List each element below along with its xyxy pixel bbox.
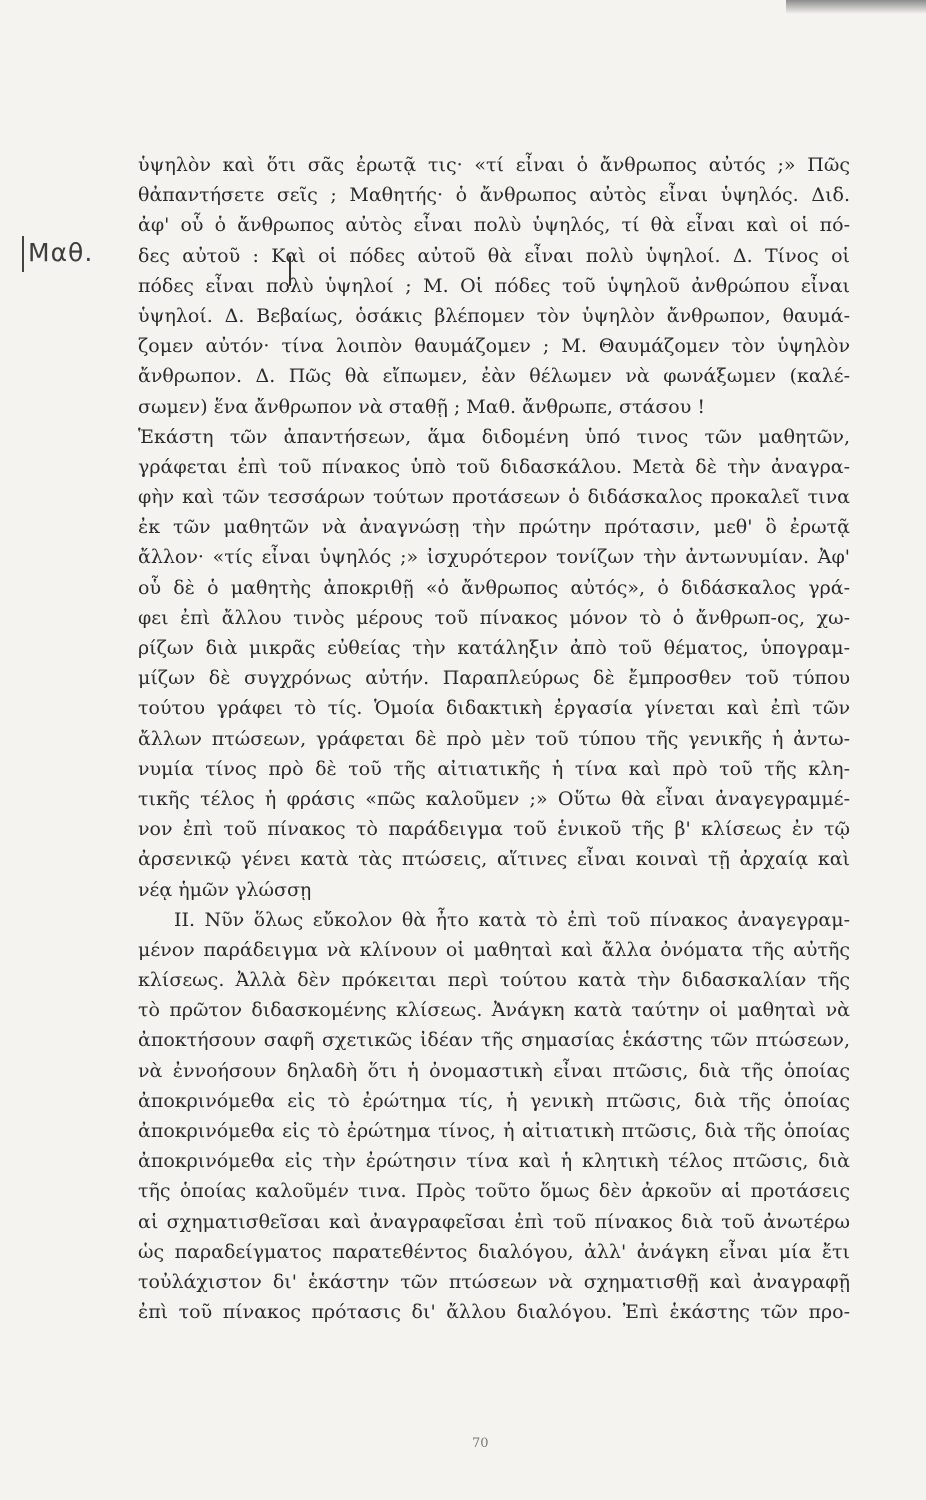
text-line: II. Νῦν ὅλως εὔκολον θὰ ἦτο κατὰ τὸ ἐπὶ τοῦ πίνακος ἀναγεγραμ- [174, 908, 850, 931]
text-line: πόδες εἶναι πολὺ ὑψηλοί ; Μ. Οἱ πόδες τοῦ ὑψηλοῦ ἀνθρώπου εἶναι [138, 274, 850, 297]
text-line: ὡς παραδείγματος παρατεθέντος διαλόγου, ἀλλ' ἀνάγκη εἶναι μία ἔτι [138, 1240, 850, 1263]
text-line: νον ἐπὶ τοῦ πίνακος τὸ παράδειγμα τοῦ ἑνικοῦ τῆς β' κλίσεως ἐν τῷ [138, 818, 850, 841]
text-line: ἀποκτήσουν σαφῆ σχετικῶς ἰδέαν τῆς σημασίας ἑκάστης τῶν πτώσεων, [138, 1029, 850, 1052]
text-line: νέᾳ ἡμῶν γλώσσῃ [138, 878, 312, 901]
text-line: νυμία τίνος πρὸ δὲ τοῦ τῆς αἰτιατικῆς ἡ τίνα καὶ πρὸ τοῦ τῆς κλη- [138, 757, 850, 780]
text-line: τικῆς τέλος ἡ φράσις «πῶς καλοῦμεν ;» Οὕτω θὰ εἶναι ἀναγεγραμμέ- [138, 787, 850, 810]
scan-edge-shadow [786, 0, 926, 14]
text-line: ἀποκρινόμεθα εἰς τὸ ἐρώτημα τίνος, ἡ αἰτιατικὴ πτῶσις, διὰ τῆς ὁποίας [138, 1120, 850, 1142]
text-line: γράφεται ἐπὶ τοῦ πίνακος ὑπὸ τοῦ διδασκάλου. Μετὰ δὲ τὴν ἀναγρα- [138, 455, 850, 478]
text-line: μίζων δὲ συγχρόνως αὐτήν. Παραπλεύρως δὲ ἔμπροσθεν τοῦ τύπου [138, 667, 850, 690]
text-line: ἀρσενικῷ γένει κατὰ τὰς πτώσεις, αἵτινες εἶναι κοιναὶ τῇ ἀρχαίᾳ καὶ [138, 848, 850, 871]
text-line: τούτου γράφει τὸ τίς. Ὁμοία διδακτικὴ ἐργασία γίνεται καὶ ἐπὶ τῶν [138, 697, 850, 720]
text-line: ἐπὶ τοῦ πίνακος πρότασις δι' ἄλλου διαλόγου. Ἐπὶ ἑκάστης τῶν προ- [138, 1301, 850, 1324]
text-line: ἀποκρινόμεθα εἰς τὸ ἐρώτημα τίς, ἡ γενικὴ πτῶσις, διὰ τῆς ὁποίας [138, 1089, 850, 1112]
text-line: οὗ δὲ ὁ μαθητὴς ἀποκριθῇ «ὁ ἄνθρωπος αὐτός», ὁ διδάσκαλος γρά- [138, 576, 850, 599]
margin-note: Μαθ. [28, 238, 94, 267]
text-line: ἄνθρωπον. Δ. Πῶς θὰ εἴπωμεν, ἐὰν θέλωμεν νὰ φωνάξωμεν (καλέ- [138, 365, 850, 388]
text-line: θἀπαντήσετε σεῖς ; Μαθητής· ὁ ἄνθρωπος αὐτὸς εἶναι ὑψηλός. Διδ. [138, 184, 850, 207]
margin-bar [22, 236, 24, 272]
text-line: ἄλλων πτώσεων, γράφεται δὲ πρὸ μὲν τοῦ τύπου τῆς γενικῆς ἡ ἀντω- [138, 727, 850, 750]
text-line: ἀποκρινόμεθα εἰς τὴν ἐρώτησιν τίνα καὶ ἡ κλητικὴ τέλος πτῶσις, διὰ [138, 1150, 850, 1173]
text-line: ὑψηλὸν καὶ ὅτι σᾶς ἐρωτᾷ τις· «τί εἶναι ὁ ἄνθρωπος αὐτός ;» Πῶς [138, 154, 850, 176]
text-line: ζομεν αὐτόν· τίνα λοιπὸν θαυμάζομεν ; Μ. Θαυμάζομεν τὸν ὑψηλὸν [138, 335, 850, 358]
text-line: σωμεν) ἕνα ἄνθρωπον νὰ σταθῇ ; Μαθ. ἄνθρωπε, στάσου ! [138, 395, 705, 418]
text-line: φει ἐπὶ ἄλλου τινὸς μέρους τοῦ πίνακος μόνον τὸ ὁ ἄνθρωπ-ος, χω- [138, 606, 850, 629]
page-number: 70 [472, 1436, 489, 1451]
body-text [138, 150, 850, 1327]
text-line: κλίσεως. Ἀλλὰ δὲν πρόκειται περὶ τούτου κατὰ τὴν διδασκαλίαν τῆς [138, 969, 850, 992]
text-line: ἐκ τῶν μαθητῶν νὰ ἀναγνώσῃ τὴν πρώτην πρότασιν, μεθ' ὃ ἐρωτᾷ [138, 516, 850, 539]
text-line: νὰ ἐννοήσουν δηλαδὴ ὅτι ἡ ὀνομαστικὴ εἶναι πτῶσις, διὰ τῆς ὁποίας [138, 1059, 850, 1082]
text-line: φὴν καὶ τῶν τεσσάρων τούτων προτάσεων ὁ διδάσκαλος προκαλεῖ τινα [138, 486, 850, 509]
text-line: Ἑκάστη τῶν ἀπαντήσεων, ἅμα διδομένη ὑπό τινος τῶν μαθητῶν, [138, 425, 850, 448]
text-line: τῆς ὁποίας καλοῦμέν τινα. Πρὸς τοῦτο ὅμως δὲν ἀρκοῦν αἱ προτάσεις [138, 1180, 850, 1203]
text-line: ὑψηλοί. Δ. Βεβαίως, ὁσάκις βλέπομεν τὸν ὑψηλὸν ἄνθρωπον, θαυμά- [138, 304, 850, 327]
text-line: αἱ σχηματισθεῖσαι καὶ ἀναγραφεῖσαι ἐπὶ τοῦ πίνακος διὰ τοῦ ἀνωτέρω [138, 1210, 850, 1233]
text-line: ἄλλον· «τίς εἶναι ὑψηλός ;» ἰσχυρότερον τονίζων τὴν ἀντωνυμίαν. Ἀφ' [138, 546, 850, 569]
text-line: ἀφ' οὗ ὁ ἄνθρωπος αὐτὸς εἶναι πολὺ ὑψηλός, τί θὰ εἶναι καὶ οἱ πό- [138, 214, 850, 237]
text-line: μένον παράδειγμα νὰ κλίνουν οἱ μαθηταὶ καὶ ἄλλα ὀνόματα τῆς αὐτῆς [138, 938, 850, 961]
text-line: δες αὐτοῦ : Καὶ οἱ πόδες αὐτοῦ θὰ εἶναι πολὺ ὑψηλοί. Δ. Τίνος οἱ [138, 244, 850, 267]
text-line: ρίζων διὰ μικρᾶς εὐθείας τὴν κατάληξιν ἀπὸ τοῦ θέματος, ὑπογραμ- [138, 637, 850, 659]
text-line: τὸ πρῶτον διδασκομένης κλίσεως. Ἀνάγκη κατὰ ταύτην οἱ μαθηταὶ νὰ [138, 999, 850, 1022]
text-line: τοὐλάχιστον δι' ἑκάστην τῶν πτώσεων νὰ σχηματισθῇ καὶ ἀναγραφῇ [138, 1270, 850, 1293]
